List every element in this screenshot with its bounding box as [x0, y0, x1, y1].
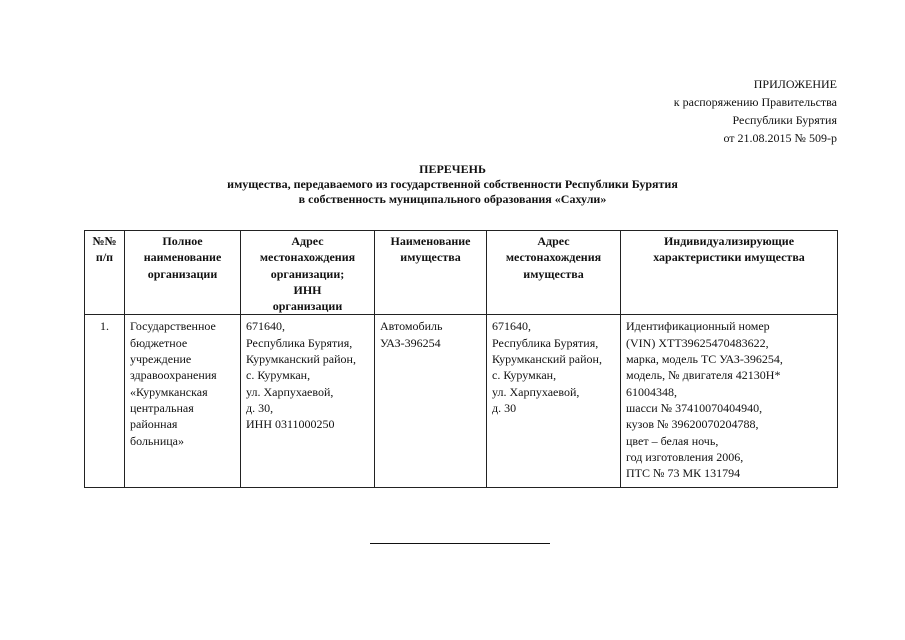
- appendix-block: [674, 75, 837, 147]
- cell-property-characteristics: Идентификационный номер (VIN) ХТТ39625470483622, марка, модель ТС УАЗ-396254, модель, № двигателя 42130Н* 61004348, шасси № 37410070404940, кузов № 39620070204788, цвет – белая ночь, год изготовления 2006, ПТС № 73 МК 131794: [621, 315, 838, 488]
- header-number: №№ п/п: [85, 231, 125, 315]
- cell-organization-address: 671640, Республика Бурятия, Курумканский район, с. Курумкан, ул. Харпухаевой, д. 30, ИНН 0311000250: [241, 315, 375, 488]
- cell-property-name: Автомобиль УАЗ-396254: [375, 315, 487, 488]
- header-organization-address: Адрес местонахождения организации; ИНН организации: [241, 231, 375, 315]
- appendix-line: Республики Бурятия: [732, 113, 837, 127]
- header-property-address: Адрес местонахождения имущества: [487, 231, 621, 315]
- header-property-characteristics: Индивидуализирующие характеристики имущества: [621, 231, 838, 315]
- footer-divider: [370, 543, 550, 544]
- property-table: [84, 230, 838, 488]
- table-header-row: [85, 231, 838, 315]
- header-organization-name: Полное наименование организации: [125, 231, 241, 315]
- appendix-line: к распоряжению Правительства: [673, 95, 837, 109]
- cell-property-address: 671640, Республика Бурятия, Курумканский район, с. Курумкан, ул. Харпухаевой, д. 30: [487, 315, 621, 488]
- document-title: [0, 162, 905, 207]
- title-line: в собственность муниципального образования «Сахули»: [298, 192, 607, 206]
- cell-organization-name: Государственное бюджетное учреждение здравоохранения «Курумканская центральная районная больница»: [125, 315, 241, 488]
- appendix-line: от 21.08.2015 № 509-р: [723, 131, 837, 145]
- title-heading: ПЕРЕЧЕНЬ: [419, 162, 486, 176]
- title-line: имущества, передаваемого из государственной собственности Республики Бурятия: [227, 177, 678, 191]
- header-property-name: Наименование имущества: [375, 231, 487, 315]
- cell-number: 1.: [85, 315, 125, 488]
- appendix-line: ПРИЛОЖЕНИЕ: [753, 77, 837, 91]
- table-row: [85, 315, 838, 488]
